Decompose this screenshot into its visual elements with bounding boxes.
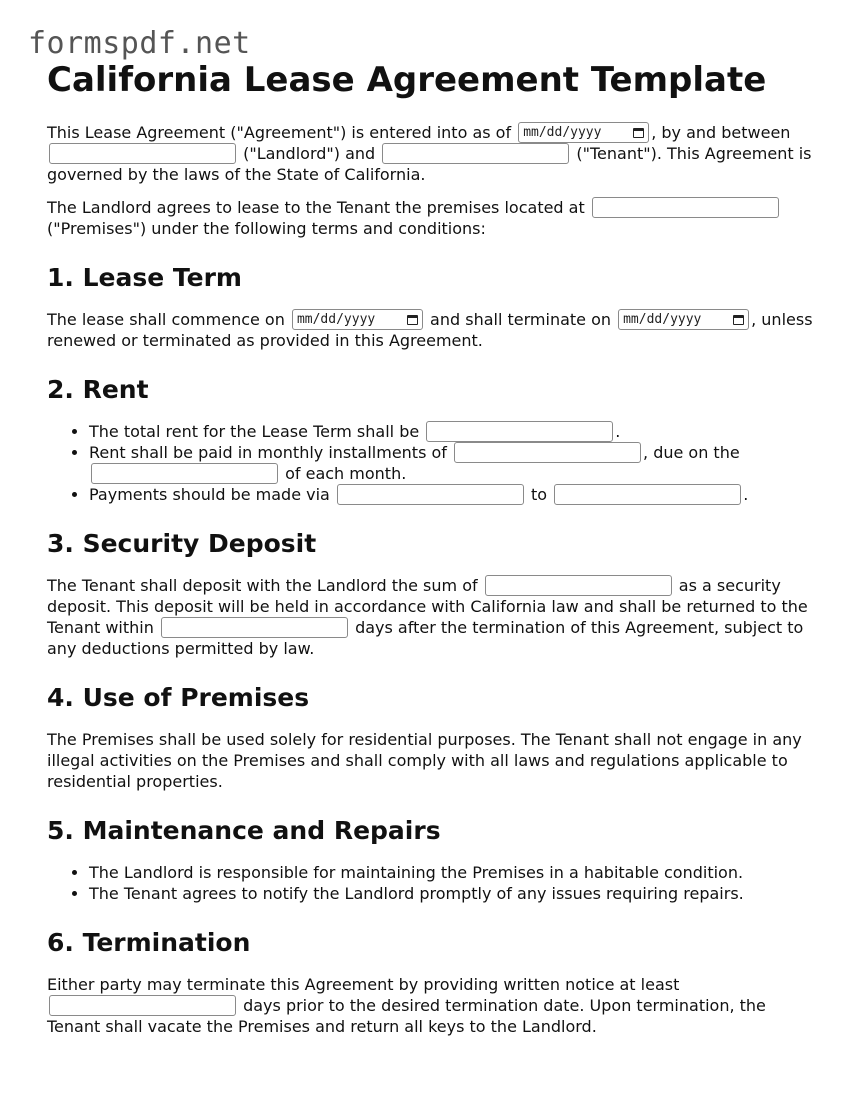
total-rent-input[interactable] [426, 421, 613, 442]
landlord-name-input[interactable] [49, 143, 236, 164]
notice-days-input[interactable] [49, 995, 236, 1016]
intro-text-2: , by and between [651, 123, 791, 142]
rent-item-payment [89, 484, 817, 505]
monthly-installment-input[interactable] [454, 442, 641, 463]
termination-heading: 6. Termination [47, 928, 251, 957]
deposit-return-days-input[interactable] [161, 617, 348, 638]
payment-text-3: . [743, 485, 749, 504]
site-watermark: formspdf.net [28, 26, 251, 61]
rent-item-total [89, 421, 817, 442]
lease-term-text-2: and shall terminate on [430, 310, 612, 329]
intro-text-4: ("Tenant"). This Agreement is governed by the laws of the State of California. [47, 144, 812, 184]
intro-paragraph [47, 122, 817, 185]
lease-document [47, 58, 817, 1049]
termination-text-1: Either party may terminate this Agreement by providing written notice at least [47, 975, 680, 994]
agreement-date-input[interactable] [518, 122, 649, 143]
use-of-premises-paragraph: The Premises shall be used solely for residential purposes. The Tenant shall not engage in any illegal activities on the Premises and shall comply with all laws and regulations applicable to residential properties. [47, 730, 802, 791]
date-placeholder: mm/dd/yyyy [523, 125, 602, 140]
lease-term-text-3: , unless renewed or terminated as provided in this Agreement. [47, 310, 813, 350]
payment-text-2: to [531, 485, 548, 504]
intro-text-1: This Lease Agreement ("Agreement") is entered into as of [47, 123, 512, 142]
tenant-name-input[interactable] [382, 143, 569, 164]
payment-text-1: Payments should be made via [89, 485, 330, 504]
lease-term-heading: 1. Lease Term [47, 263, 242, 292]
lease-start-date-input[interactable] [292, 309, 423, 330]
calendar-icon[interactable] [633, 128, 644, 138]
calendar-icon[interactable] [407, 315, 418, 325]
payment-recipient-input[interactable] [554, 484, 741, 505]
rent-list [47, 421, 817, 505]
security-deposit-heading: 3. Security Deposit [47, 529, 317, 558]
lease-end-date-input[interactable] [618, 309, 749, 330]
premises-paragraph [47, 197, 817, 239]
rent-total-text: The total rent for the Lease Term shall be [89, 422, 420, 441]
rent-installments-text-1: Rent shall be paid in monthly installments of [89, 443, 447, 462]
lease-term-text-1: The lease shall commence on [47, 310, 285, 329]
rent-installments-text-3: of each month. [285, 464, 407, 483]
deposit-amount-input[interactable] [485, 575, 672, 596]
rent-installments-text-2: , due on the [643, 443, 740, 462]
date-placeholder: mm/dd/yyyy [296, 312, 376, 327]
payment-method-input[interactable] [337, 484, 524, 505]
deposit-text-1: The Tenant shall deposit with the Landlord the sum of [47, 576, 478, 595]
lease-term-paragraph [47, 309, 817, 351]
termination-paragraph [47, 974, 817, 1037]
premises-text-2: ("Premises") under the following terms and conditions: [47, 219, 486, 238]
premises-address-input[interactable] [592, 197, 779, 218]
calendar-icon[interactable] [733, 315, 744, 325]
maintenance-item: • The Tenant agrees to notify the Landlord promptly of any issues requiring repairs. [89, 883, 817, 904]
deposit-text-3: days after the termination of this Agreement, subject to any deductions permitted by law. [47, 618, 804, 658]
termination-text-2: days prior to the desired termination date. Upon termination, the Tenant shall vacate the Premises and return all keys to the Landlord. [47, 996, 766, 1036]
deposit-text-2: as a security deposit. This deposit will be held in accordance with California law and shall be returned to the Tenant within [47, 576, 808, 637]
maintenance-heading: 5. Maintenance and Repairs [47, 816, 441, 845]
rent-total-period: . [615, 422, 621, 441]
intro-text-3: ("Landlord") and [243, 144, 376, 163]
premises-text-1: The Landlord agrees to lease to the Tenant the premises located at [47, 198, 585, 217]
maintenance-item: • The Landlord is responsible for maintaining the Premises in a habitable condition. [89, 862, 817, 883]
maintenance-list [47, 862, 817, 904]
rent-item-installments [89, 442, 817, 484]
rent-heading: 2. Rent [47, 375, 149, 404]
security-deposit-paragraph [47, 575, 817, 659]
document-title: California Lease Agreement Template [47, 60, 767, 100]
use-of-premises-heading: 4. Use of Premises [47, 683, 310, 712]
due-day-input[interactable] [91, 463, 278, 484]
date-placeholder: mm/dd/yyyy [623, 312, 702, 327]
